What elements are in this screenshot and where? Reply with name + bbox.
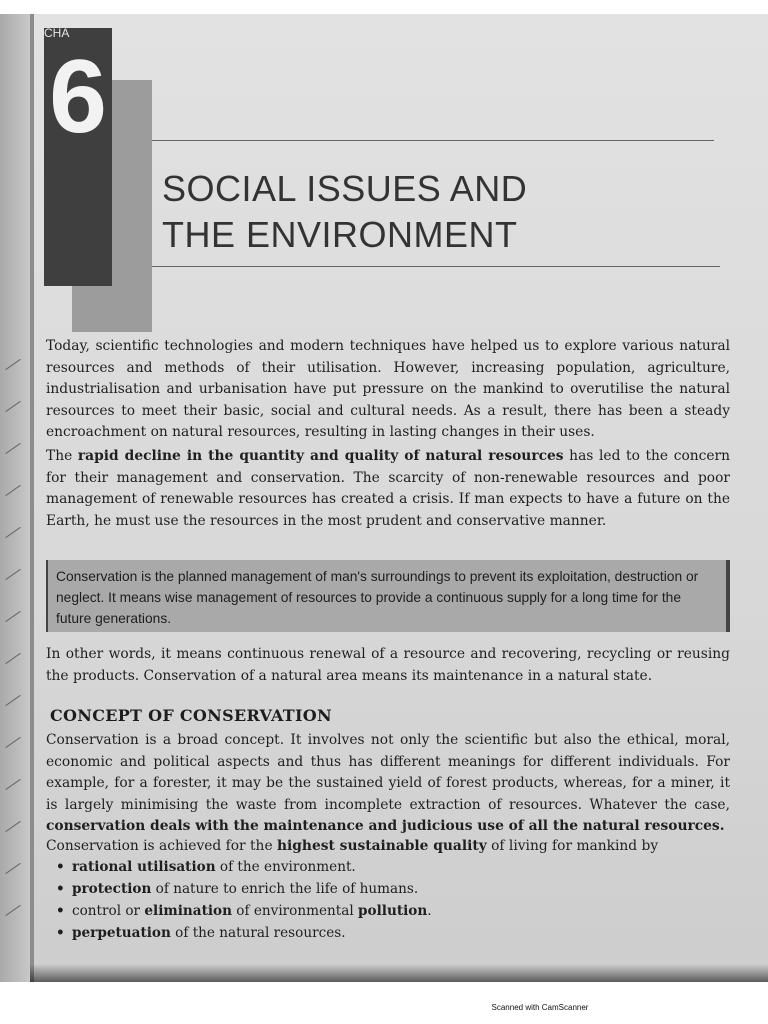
list-item [54,900,432,922]
bullet-icon: • [56,859,65,875]
concept-paragraph-start: Conservation is a broad concept. It involves not only the scientific but also the ethical, moral, economic and political aspects and thus has different meanings for different individuals. For example, for a forester, it may be the sustained yield of forest products, whereas, for a miner, it is largely minimising the waste from incomplete extraction of resources. Whatever the case, [46,732,730,813]
list-item [54,878,432,900]
chapter-number: 6 [49,39,107,155]
achievement-paragraph [46,836,730,858]
bullet-text: of nature to enrich the life of humans. [151,881,419,897]
decline-paragraph-end: has led to the concern for their management and conservation. The scarcity of non-renewable resources and poor management of renewable resources has created a crisis. If man expects to have a future on the Earth, he must use the resources in the most prudent and conservative manner. [46,448,731,529]
bullet-emphasis: elimination [144,903,232,919]
bullet-icon: • [56,925,65,941]
conservation-bullets [54,856,432,944]
intro-paragraph: Today, scientific technologies and modern techniques have helped us to explore various natural resources and methods of their utilisation. However, increasing population, agriculture, industrialisation and urbanisation have put pressure on the mankind to overutilise the natural resources to meet their basic, social and cultural needs. As a result, there has been a steady encroachment on natural resources, resulting in lasting changes in their uses. [46,338,730,440]
definition-text: Conservation is the planned management of man's surroundings to prevent its exploitation, destruction or neglect. It means wise management of resources to provide a continuous supply for a long time for the future generations. [56,569,699,626]
bullet-emphasis: perpetuation [72,925,171,941]
bullet-text: of environmental [231,903,359,919]
other-words-paragraph: In other words, it means continuous renewal of a resource and recovering, recycling or reusing the products. Conservation of a natural area means its maintenance in a natural state. [46,646,730,684]
title-rule-top [152,140,714,141]
decline-paragraph-start: The [46,448,78,464]
bullet-text: of the environment. [215,859,356,875]
bullet-icon: • [56,903,65,919]
scanned-photo [0,14,768,982]
page-bottom-shadow [30,964,768,982]
bullet-emphasis: rational utilisation [72,859,216,875]
bullet-emphasis: pollution [358,903,428,919]
bullet-icon: • [56,881,65,897]
section-heading: CONCEPT OF CONSERVATION [50,706,332,725]
scanner-watermark: Scanned with CamScanner [491,1003,589,1012]
bullet-text: control or [72,903,145,919]
decline-paragraph-emphasis: rapid decline in the quantity and quality of natural resources [77,448,564,464]
title-rule-bottom [152,266,720,267]
bullet-emphasis: protection [72,881,152,897]
achievement-emphasis: highest sustainable quality [277,838,487,854]
decline-paragraph [46,446,730,532]
chapter-title [162,166,527,258]
bullet-text: . [427,903,432,919]
achievement-end: of living for mankind by [486,838,659,854]
bullet-text: of the natural resources. [170,925,346,941]
concept-paragraph-emphasis: conservation deals with the maintenance and judicious use of all the natural resources. [46,818,725,834]
list-item [54,922,432,944]
chapter-label: CHA [44,26,70,40]
previous-page-edge [0,14,30,982]
chapter-title-line-1: SOCIAL ISSUES AND [162,168,528,209]
definition-callout [46,560,730,632]
achievement-start: Conservation is achieved for the [46,838,277,854]
concept-paragraph [46,730,730,838]
chapter-title-line-2: THE ENVIRONMENT [162,214,518,255]
list-item [54,856,432,878]
